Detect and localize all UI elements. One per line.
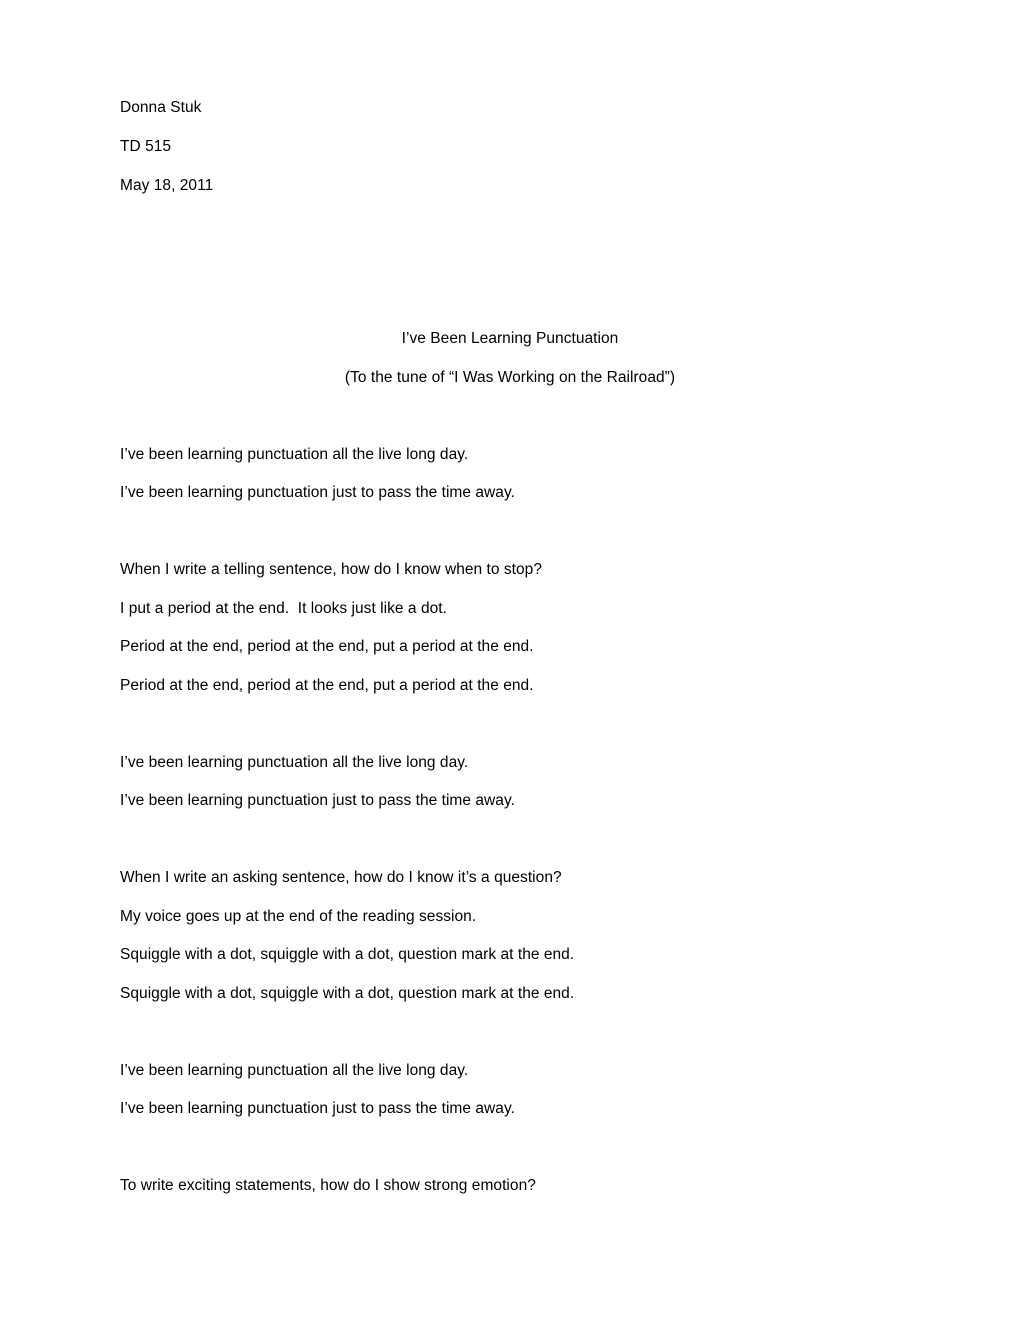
- header-title-spacer: [120, 205, 900, 320]
- stanza-line: I’ve been learning punctuation all the live long day.: [120, 445, 469, 463]
- stanza-line: I’ve been learning punctuation just to pass the time away.: [120, 1100, 515, 1117]
- stanza-line: Squiggle with a dot, squiggle with a dot, question mark at the end.: [120, 946, 575, 963]
- course-code: TD 515: [120, 138, 172, 155]
- stanza-6: [120, 1167, 900, 1206]
- stanza-line: My voice goes up at the end of the reading session.: [120, 907, 477, 925]
- stanza-gap: [120, 397, 900, 436]
- stanza-5: [120, 1052, 900, 1129]
- stanza-line: I’ve been learning punctuation just to pass the time away.: [120, 484, 515, 501]
- document-date: May 18, 2011: [120, 177, 214, 194]
- stanza-gap: [120, 513, 900, 552]
- stanza-4: [120, 859, 900, 1013]
- stanza-gap: [120, 705, 900, 744]
- stanza-line: I’ve been learning punctuation all the live long day.: [120, 753, 469, 771]
- stanza-line: Squiggle with a dot, squiggle with a dot, question mark at the end.: [120, 984, 575, 1002]
- stanza-gap: [120, 821, 900, 860]
- stanza-line: When I write an asking sentence, how do I know it’s a question?: [120, 869, 562, 886]
- page-subtitle: (To the tune of “I Was Working on the Railroad”): [344, 368, 676, 386]
- stanza-line: To write exciting statements, how do I show strong emotion?: [120, 1177, 536, 1194]
- stanza-gap: [120, 1129, 900, 1168]
- stanza-2: [120, 551, 900, 705]
- stanza-line: I put a period at the end. It looks just like a dot.: [120, 599, 447, 617]
- page-title: I’ve Been Learning Punctuation: [401, 330, 619, 347]
- stanza-line: When I write a telling sentence, how do I know when to stop?: [120, 561, 542, 578]
- document-header-block: [120, 88, 900, 205]
- stanza-line: Period at the end, period at the end, put a period at the end.: [120, 638, 534, 655]
- stanza-line: Period at the end, period at the end, put a period at the end.: [120, 676, 534, 694]
- stanza-3: [120, 744, 900, 821]
- author-name: Donna Stuk: [120, 99, 202, 116]
- document-body: [120, 88, 900, 1206]
- stanza-line: I’ve been learning punctuation all the live long day.: [120, 1061, 469, 1079]
- stanza-gap: [120, 1013, 900, 1052]
- stanza-1: [120, 436, 900, 513]
- stanza-line: I’ve been learning punctuation just to pass the time away.: [120, 792, 515, 809]
